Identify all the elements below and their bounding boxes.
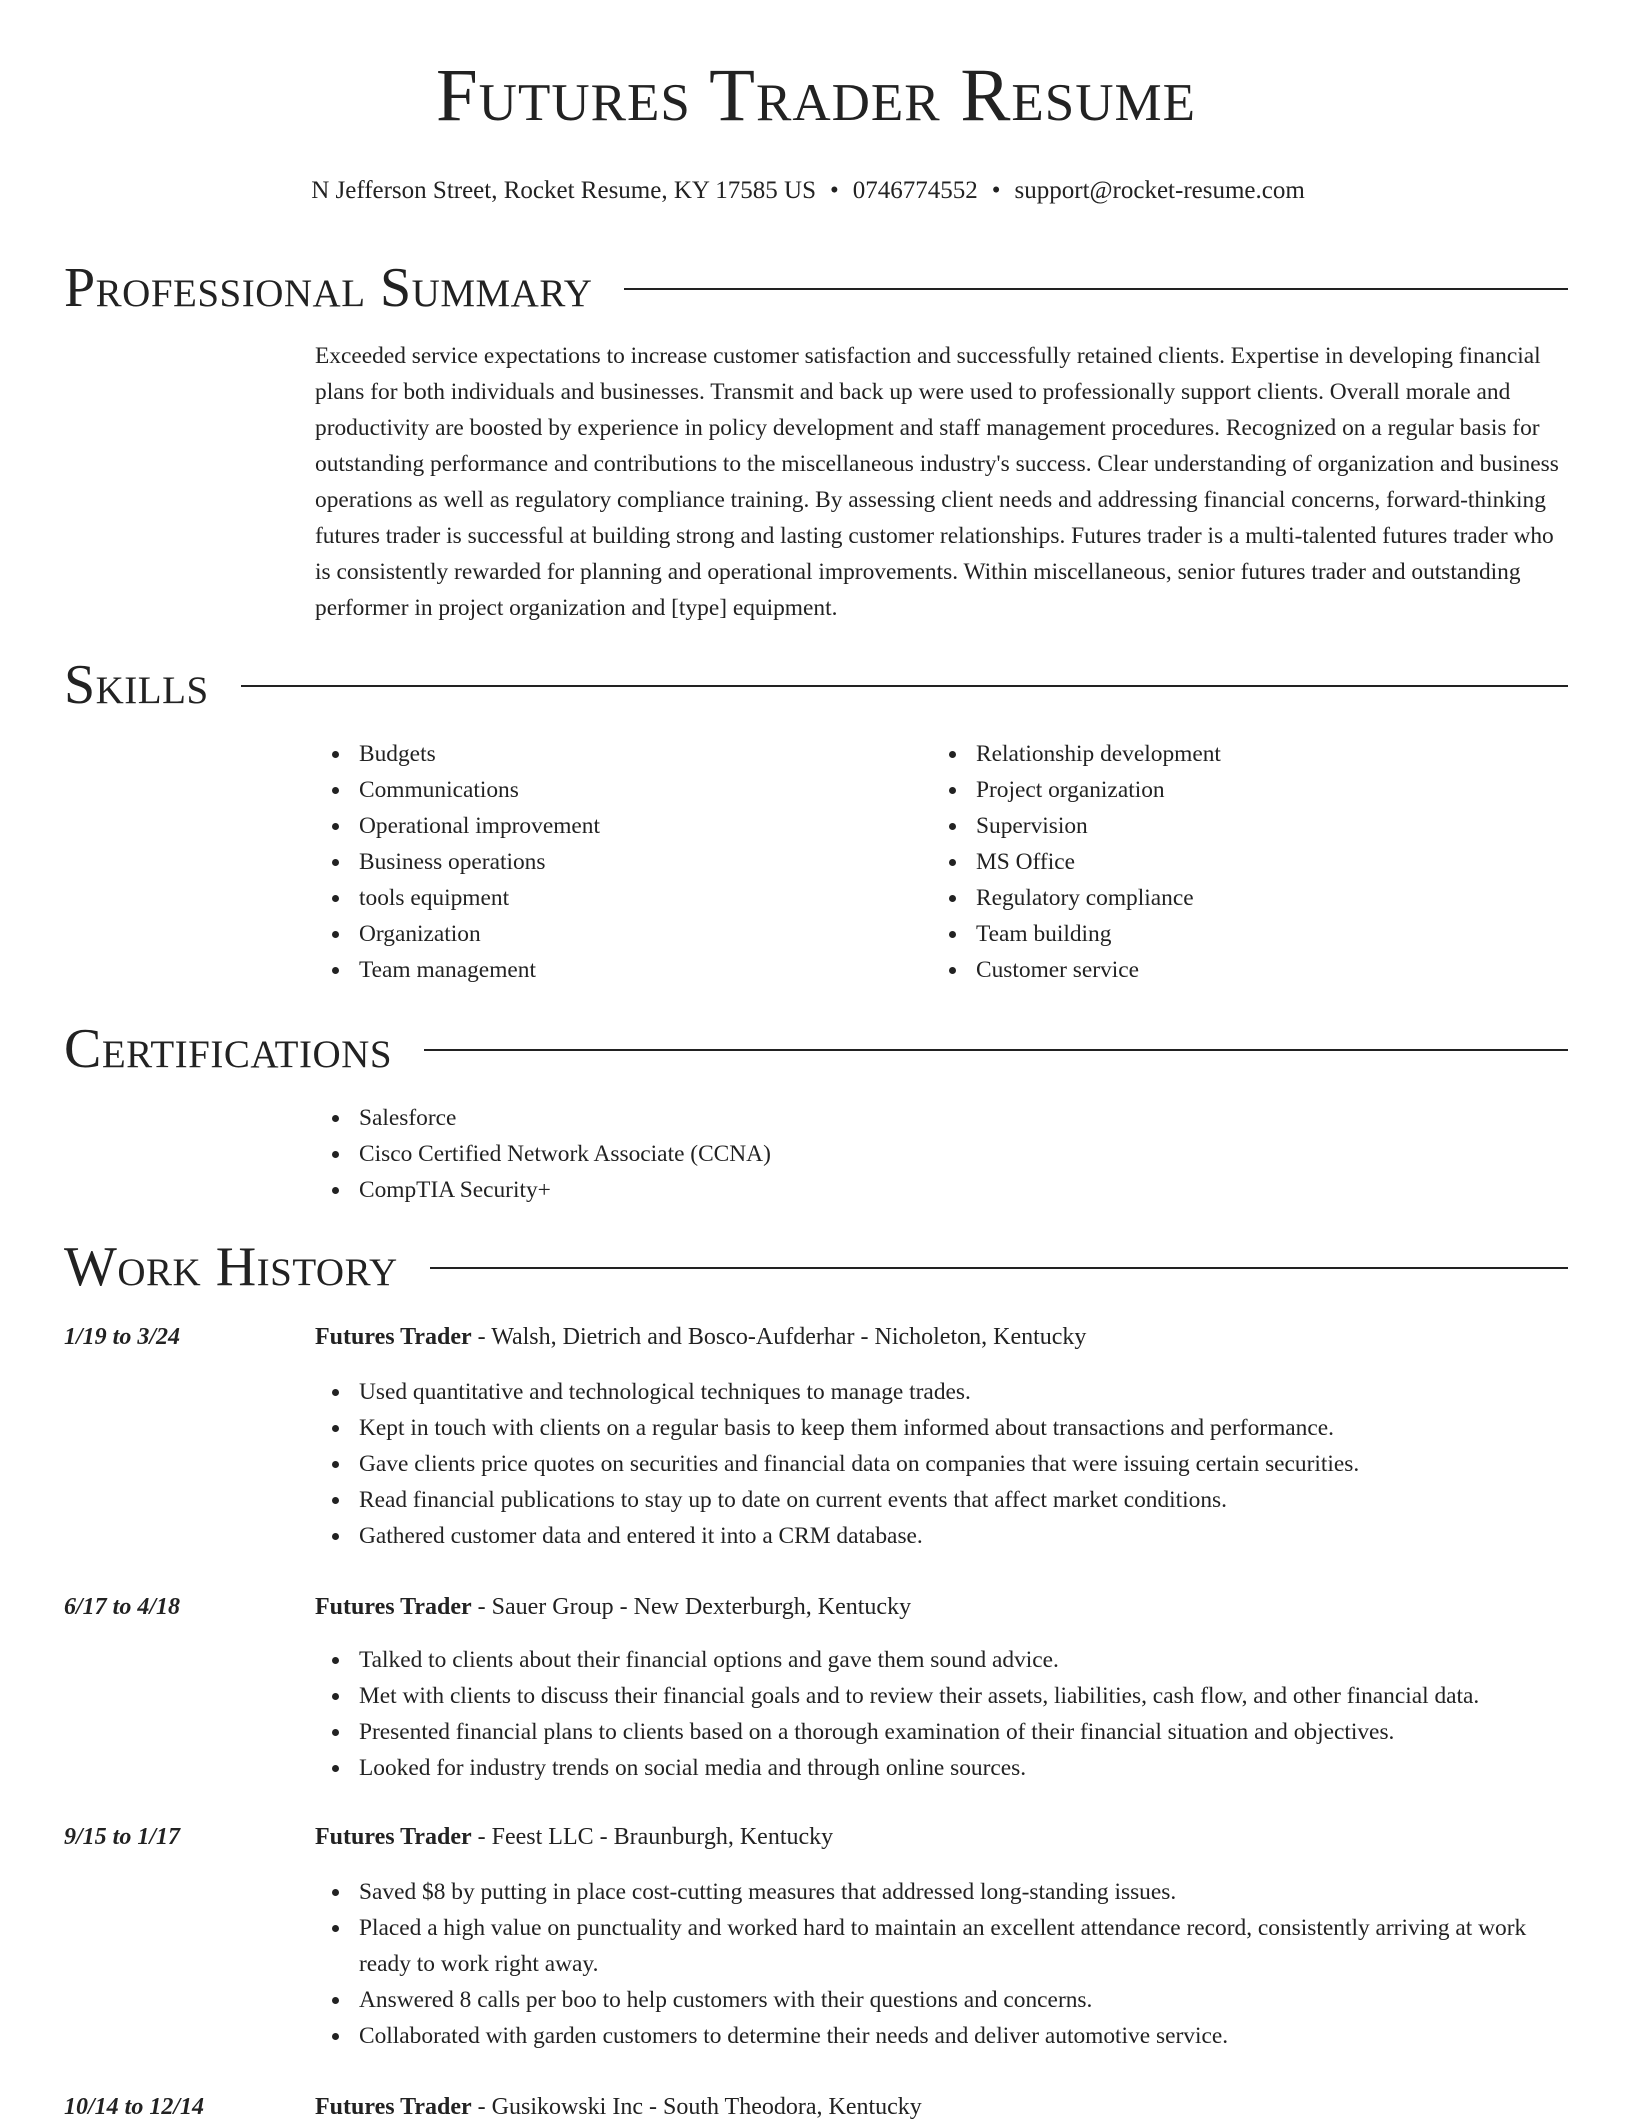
contact-line — [0, 176, 1616, 206]
skill-item: Organization — [359, 916, 875, 952]
job-title: Futures Trader — [315, 1324, 472, 1350]
resume-title: Futures Trader Resume — [435, 54, 1197, 137]
skill-item: Operational improvement — [359, 808, 875, 844]
summary-text: Exceeded service expectations to increase customer satisfaction and successfully retained clients. Expertise in developing financial plans for both individuals and businesses. Transmit and back up were used to professionally support clients. Overall morale and productivity are boosted by experience in policy development and staff management procedures. Recognized on a regular basis for outstanding performance and contributions to the miscellaneous industry's success. Clear understanding of organization and business operations as well as regulatory compliance training. By assessing client needs and addressing financial concerns, forward-thinking futures trader is successful at building strong and lasting customer relationships. Futures trader is a multi-talented futures trader who is consistently rewarded for planning and operational improvements. Within miscellaneous, senior futures trader and outstanding performer in project organization and [type] equipment. — [315, 343, 1559, 621]
section-divider — [430, 1267, 1568, 1269]
job-dates: 6/17 to 4/18 — [64, 1594, 181, 1620]
job-bullet: Presented financial plans to clients based on a thorough examination of their financial situation and objectives. — [359, 1714, 1575, 1750]
skill-item: Business operations — [359, 844, 875, 880]
section-heading-skills — [64, 655, 1568, 715]
skill-item: Customer service — [976, 952, 1532, 988]
job-bullet: Gave clients price quotes on securities and financial data on companies that were issuing certain securities. — [359, 1446, 1575, 1482]
job-heading — [315, 2092, 922, 2122]
job-bullet: Kept in touch with clients on a regular basis to keep them informed about transactions and performance. — [359, 1410, 1575, 1446]
job-duties — [315, 1642, 1575, 1786]
job-employer-location: - Sauer Group - New Dexterburgh, Kentucky — [471, 1594, 912, 1620]
job-bullet: Read financial publications to stay up to date on current events that affect market conditions. — [359, 1482, 1575, 1518]
job-dates: 10/14 to 12/14 — [64, 2094, 205, 2120]
skill-item: Team building — [976, 916, 1532, 952]
job-heading — [315, 1592, 911, 1622]
job-bullet: Collaborated with garden customers to determine their needs and deliver automotive service. — [359, 2018, 1575, 2054]
section-divider — [424, 1049, 1568, 1051]
skills-list — [932, 736, 1532, 988]
skills-list — [315, 736, 875, 988]
job-duties — [315, 1374, 1575, 1554]
job-bullet-list — [315, 1642, 1575, 1786]
section-heading-certifications — [64, 1019, 1568, 1079]
job-bullet: Used quantitative and technological techniques to manage trades. — [359, 1374, 1575, 1410]
skill-item: Budgets — [359, 736, 875, 772]
section-title: Skills — [64, 654, 209, 716]
job-bullet: Saved $8 by putting in place cost-cutting measures that addressed long-standing issues. — [359, 1874, 1575, 1910]
certifications-list — [315, 1100, 1515, 1208]
skill-item: Project organization — [976, 772, 1532, 808]
contact-phone: 0746774552 — [852, 177, 978, 204]
certifications-block — [315, 1100, 1515, 1208]
section-title: Work History — [64, 1236, 398, 1298]
job-heading — [315, 1322, 1086, 1352]
job-employer-location: - Feest LLC - Braunburgh, Kentucky — [471, 1824, 834, 1850]
job-bullet-list — [315, 1374, 1575, 1554]
job-bullet: Met with clients to discuss their financial goals and to review their assets, liabilities, cash flow, and other financial data. — [359, 1678, 1575, 1714]
skill-item: Team management — [359, 952, 875, 988]
contact-address: N Jefferson Street, Rocket Resume, KY 17585 US — [311, 177, 816, 204]
job-duties — [315, 1874, 1575, 2054]
skill-item: Supervision — [976, 808, 1532, 844]
skill-item: Regulatory compliance — [976, 880, 1532, 916]
certification-item: Cisco Certified Network Associate (CCNA) — [359, 1136, 1515, 1172]
job-bullet: Talked to clients about their financial options and gave them sound advice. — [359, 1642, 1575, 1678]
job-dates: 9/15 to 1/17 — [64, 1824, 181, 1850]
job-employer-location: - Gusikowski Inc - South Theodora, Kentucky — [471, 2094, 922, 2120]
job-title: Futures Trader — [315, 1824, 472, 1850]
job-employer-location: - Walsh, Dietrich and Bosco-Aufderhar - Nicholeton, Kentucky — [471, 1324, 1087, 1350]
skill-item: Relationship development — [976, 736, 1532, 772]
contact-separator: • — [829, 177, 839, 204]
contact-separator: • — [991, 177, 1001, 204]
job-heading — [315, 1822, 833, 1852]
section-divider — [241, 685, 1568, 687]
section-divider — [624, 288, 1568, 290]
section-heading-summary — [64, 258, 1568, 318]
job-bullet: Gathered customer data and entered it into a CRM database. — [359, 1518, 1575, 1554]
section-heading-work-history — [64, 1237, 1568, 1297]
job-bullet: Looked for industry trends on social media and through online sources. — [359, 1750, 1575, 1786]
job-title: Futures Trader — [315, 2094, 472, 2120]
job-title: Futures Trader — [315, 1594, 472, 1620]
skill-item: Communications — [359, 772, 875, 808]
section-title: Professional Summary — [64, 257, 593, 319]
skill-item: MS Office — [976, 844, 1532, 880]
job-bullet-list — [315, 1874, 1575, 2054]
certification-item: CompTIA Security+ — [359, 1172, 1515, 1208]
skills-column-left — [315, 736, 875, 988]
section-title: Certifications — [64, 1018, 393, 1080]
certification-item: Salesforce — [359, 1100, 1515, 1136]
skills-column-right — [932, 736, 1532, 988]
contact-email[interactable]: support@rocket-resume.com — [1014, 177, 1305, 204]
job-bullet: Placed a high value on punctuality and worked hard to maintain an excellent attendance record, consistently arriving at work ready to work right away. — [359, 1910, 1575, 1982]
job-dates: 1/19 to 3/24 — [64, 1324, 181, 1350]
skill-item: tools equipment — [359, 880, 875, 916]
job-bullet: Answered 8 calls per boo to help customers with their questions and concerns. — [359, 1982, 1575, 2018]
